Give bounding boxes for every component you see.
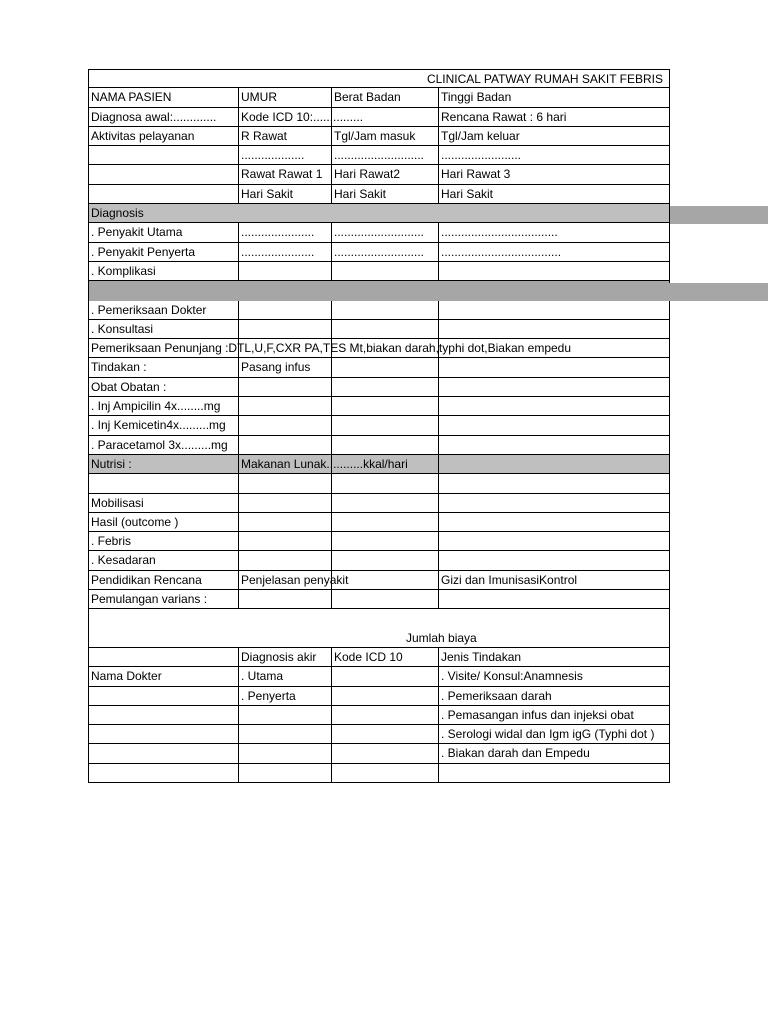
table-row	[88, 146, 670, 165]
row-cell: . Utama	[238, 667, 331, 685]
row-cell	[331, 262, 438, 280]
row-cell	[331, 474, 438, 492]
row-cell: ....................................	[438, 243, 670, 261]
table-row	[88, 108, 670, 127]
table-row	[88, 320, 670, 339]
row-cell: . Konsultasi	[88, 320, 238, 338]
row-cell	[438, 532, 670, 550]
row-cell	[331, 551, 438, 569]
diagnosis-band	[670, 206, 768, 224]
row-cell	[238, 494, 331, 512]
row-cell	[331, 590, 438, 608]
table-row	[88, 513, 670, 532]
row-cell: ........................	[438, 146, 670, 164]
row-cell	[331, 397, 438, 415]
row-cell: Nama Dokter	[88, 667, 238, 685]
table-row	[88, 358, 670, 377]
row-cell: Aktivitas pelayanan	[88, 127, 238, 145]
row-cell: Nutrisi :	[88, 455, 238, 473]
table-row	[88, 455, 670, 474]
row-cell: UMUR	[238, 88, 331, 106]
row-cell	[88, 706, 238, 724]
row-cell	[88, 609, 670, 628]
row-cell: ...........................	[331, 243, 438, 261]
row-cell: . Penyakit Utama	[88, 223, 238, 241]
row-cell	[438, 494, 670, 512]
row-cell	[88, 648, 238, 666]
table-row	[88, 397, 670, 416]
table-row	[88, 667, 670, 686]
table-row	[88, 551, 670, 570]
row-cell: . Paracetamol 3x.........mg	[88, 436, 238, 454]
table-row	[88, 532, 670, 551]
row-cell: Berat Badan	[331, 88, 438, 106]
row-cell	[238, 262, 331, 280]
row-cell: NAMA PASIEN	[88, 88, 238, 106]
row-cell	[438, 320, 670, 338]
table-row	[88, 88, 670, 107]
row-cell: Hasil (outcome )	[88, 513, 238, 531]
row-cell	[88, 185, 238, 203]
row-cell	[438, 513, 670, 531]
row-cell: Penjelasan penyakit	[238, 571, 331, 589]
row-cell: ......................	[238, 223, 331, 241]
row-cell: Pemeriksaan Penunjang :DTL,U,F,CXR PA,TES Mt,biakan darah,typhi dot,Biakan empedu	[88, 339, 670, 357]
row-cell: ...........................	[331, 146, 438, 164]
row-cell	[331, 378, 438, 396]
row-cell	[331, 706, 438, 724]
row-cell	[88, 474, 238, 492]
row-cell: . Biakan darah dan Empedu	[438, 744, 670, 762]
row-cell: Mobilisasi	[88, 494, 238, 512]
row-cell	[331, 513, 438, 531]
row-cell: . Penyerta	[238, 687, 331, 705]
row-cell: Rawat Rawat 1	[238, 165, 331, 183]
row-cell	[438, 455, 670, 473]
row-cell	[88, 146, 238, 164]
row-cell	[88, 764, 238, 782]
row-cell: Hari Rawat 3	[438, 165, 670, 183]
row-cell: Kode ICD 10	[331, 648, 438, 666]
row-cell: Makanan Lunak...........kkal/hari	[238, 455, 331, 473]
row-cell: Hari Rawat2	[331, 165, 438, 183]
row-cell	[331, 436, 438, 454]
row-cell: . Febris	[88, 532, 238, 550]
row-cell	[88, 725, 238, 743]
row-cell: Hari Sakit	[331, 185, 438, 203]
table-row	[88, 378, 670, 397]
row-cell	[331, 416, 438, 434]
row-cell	[331, 320, 438, 338]
row-cell	[438, 397, 670, 415]
row-cell	[331, 494, 438, 512]
table-row	[88, 339, 670, 358]
row-cell: Hari Sakit	[238, 185, 331, 203]
table-row	[88, 494, 670, 513]
row-cell: Tindakan :	[88, 358, 238, 376]
table-row	[88, 687, 670, 706]
table-row	[88, 706, 670, 725]
row-cell: Pendidikan Rencana	[88, 571, 238, 589]
row-cell	[331, 301, 438, 319]
row-cell	[438, 358, 670, 376]
table-row	[88, 590, 670, 609]
row-cell	[331, 744, 438, 762]
row-cell: Obat Obatan :	[88, 378, 238, 396]
row-cell	[438, 416, 670, 434]
row-cell	[438, 301, 670, 319]
table-row	[88, 725, 670, 744]
row-cell	[238, 706, 331, 724]
row-cell: Pasang infus	[238, 358, 331, 376]
row-cell: Diagnosis	[88, 204, 670, 222]
table-row	[88, 301, 670, 320]
table-row	[88, 262, 670, 281]
row-cell: . Serologi widal dan Igm igG (Typhi dot )	[438, 725, 670, 743]
row-cell: Tgl/Jam masuk	[331, 127, 438, 145]
row-cell	[438, 764, 670, 782]
table-row	[88, 609, 670, 628]
row-cell	[438, 378, 670, 396]
row-cell	[88, 744, 238, 762]
row-cell	[238, 397, 331, 415]
table-row	[88, 648, 670, 667]
row-cell	[238, 551, 331, 569]
row-cell	[238, 320, 331, 338]
row-cell: R Rawat	[238, 127, 331, 145]
row-cell	[331, 667, 438, 685]
row-cell: Gizi dan ImunisasiKontrol	[438, 571, 670, 589]
row-cell: ...................	[238, 146, 331, 164]
row-cell	[238, 725, 331, 743]
row-cell	[238, 301, 331, 319]
row-cell	[238, 416, 331, 434]
row-cell: Tgl/Jam keluar	[438, 127, 670, 145]
table-row	[88, 744, 670, 763]
row-cell	[438, 551, 670, 569]
row-cell	[438, 474, 670, 492]
table-row	[88, 185, 670, 204]
row-cell: ...........................	[331, 223, 438, 241]
row-cell	[238, 744, 331, 762]
row-cell	[438, 436, 670, 454]
jumlah-biaya-label: Jumlah biaya	[88, 629, 670, 647]
row-cell	[238, 532, 331, 550]
table-row	[88, 436, 670, 455]
row-cell: . Pemasangan infus dan injeksi obat	[438, 706, 670, 724]
row-cell: Diagnosis akir	[238, 648, 331, 666]
row-cell	[438, 262, 670, 280]
row-cell	[331, 725, 438, 743]
row-cell: . Pemeriksaan Dokter	[88, 301, 238, 319]
table-row	[88, 571, 670, 590]
row-cell: . Inj Ampicilin 4x........mg	[88, 397, 238, 415]
row-cell	[238, 764, 331, 782]
row-cell	[238, 436, 331, 454]
table-row	[88, 764, 670, 783]
row-cell	[88, 687, 238, 705]
row-cell	[238, 513, 331, 531]
clinical-pathway-sheet	[88, 69, 670, 783]
row-cell	[238, 378, 331, 396]
table-row	[88, 629, 670, 648]
table-row	[88, 243, 670, 262]
row-cell: Pemulangan varians :	[88, 590, 238, 608]
section-band	[89, 283, 768, 301]
row-cell	[331, 687, 438, 705]
row-cell: Hari Sakit	[438, 185, 670, 203]
row-cell: . Penyakit Penyerta	[88, 243, 238, 261]
row-cell	[331, 532, 438, 550]
row-cell	[331, 764, 438, 782]
row-cell: Kode ICD 10:...............	[238, 108, 331, 126]
table-row	[88, 127, 670, 146]
row-cell: ...................................	[438, 223, 670, 241]
row-cell	[438, 590, 670, 608]
table-row	[88, 416, 670, 435]
row-cell	[238, 474, 331, 492]
row-cell: . Visite/ Konsul:Anamnesis	[438, 667, 670, 685]
table-row	[88, 204, 670, 223]
title-row	[88, 69, 670, 88]
row-cell	[331, 108, 438, 126]
row-cell: . Komplikasi	[88, 262, 238, 280]
row-cell: . Pemeriksaan darah	[438, 687, 670, 705]
sheet-title: CLINICAL PATWAY RUMAH SAKIT FEBRIS	[88, 70, 670, 87]
row-cell: Tinggi Badan	[438, 88, 670, 106]
table-row	[88, 474, 670, 493]
row-cell	[88, 165, 238, 183]
row-cell: Jenis Tindakan	[438, 648, 670, 666]
row-cell: ......................	[238, 243, 331, 261]
table-row	[88, 165, 670, 184]
row-cell: Diagnosa awal:.............	[88, 108, 238, 126]
row-cell: . Inj Kemicetin4x.........mg	[88, 416, 238, 434]
table-row	[88, 223, 670, 242]
row-cell	[331, 358, 438, 376]
row-cell: Rencana Rawat : 6 hari	[438, 108, 670, 126]
row-cell: . Kesadaran	[88, 551, 238, 569]
row-cell	[238, 590, 331, 608]
